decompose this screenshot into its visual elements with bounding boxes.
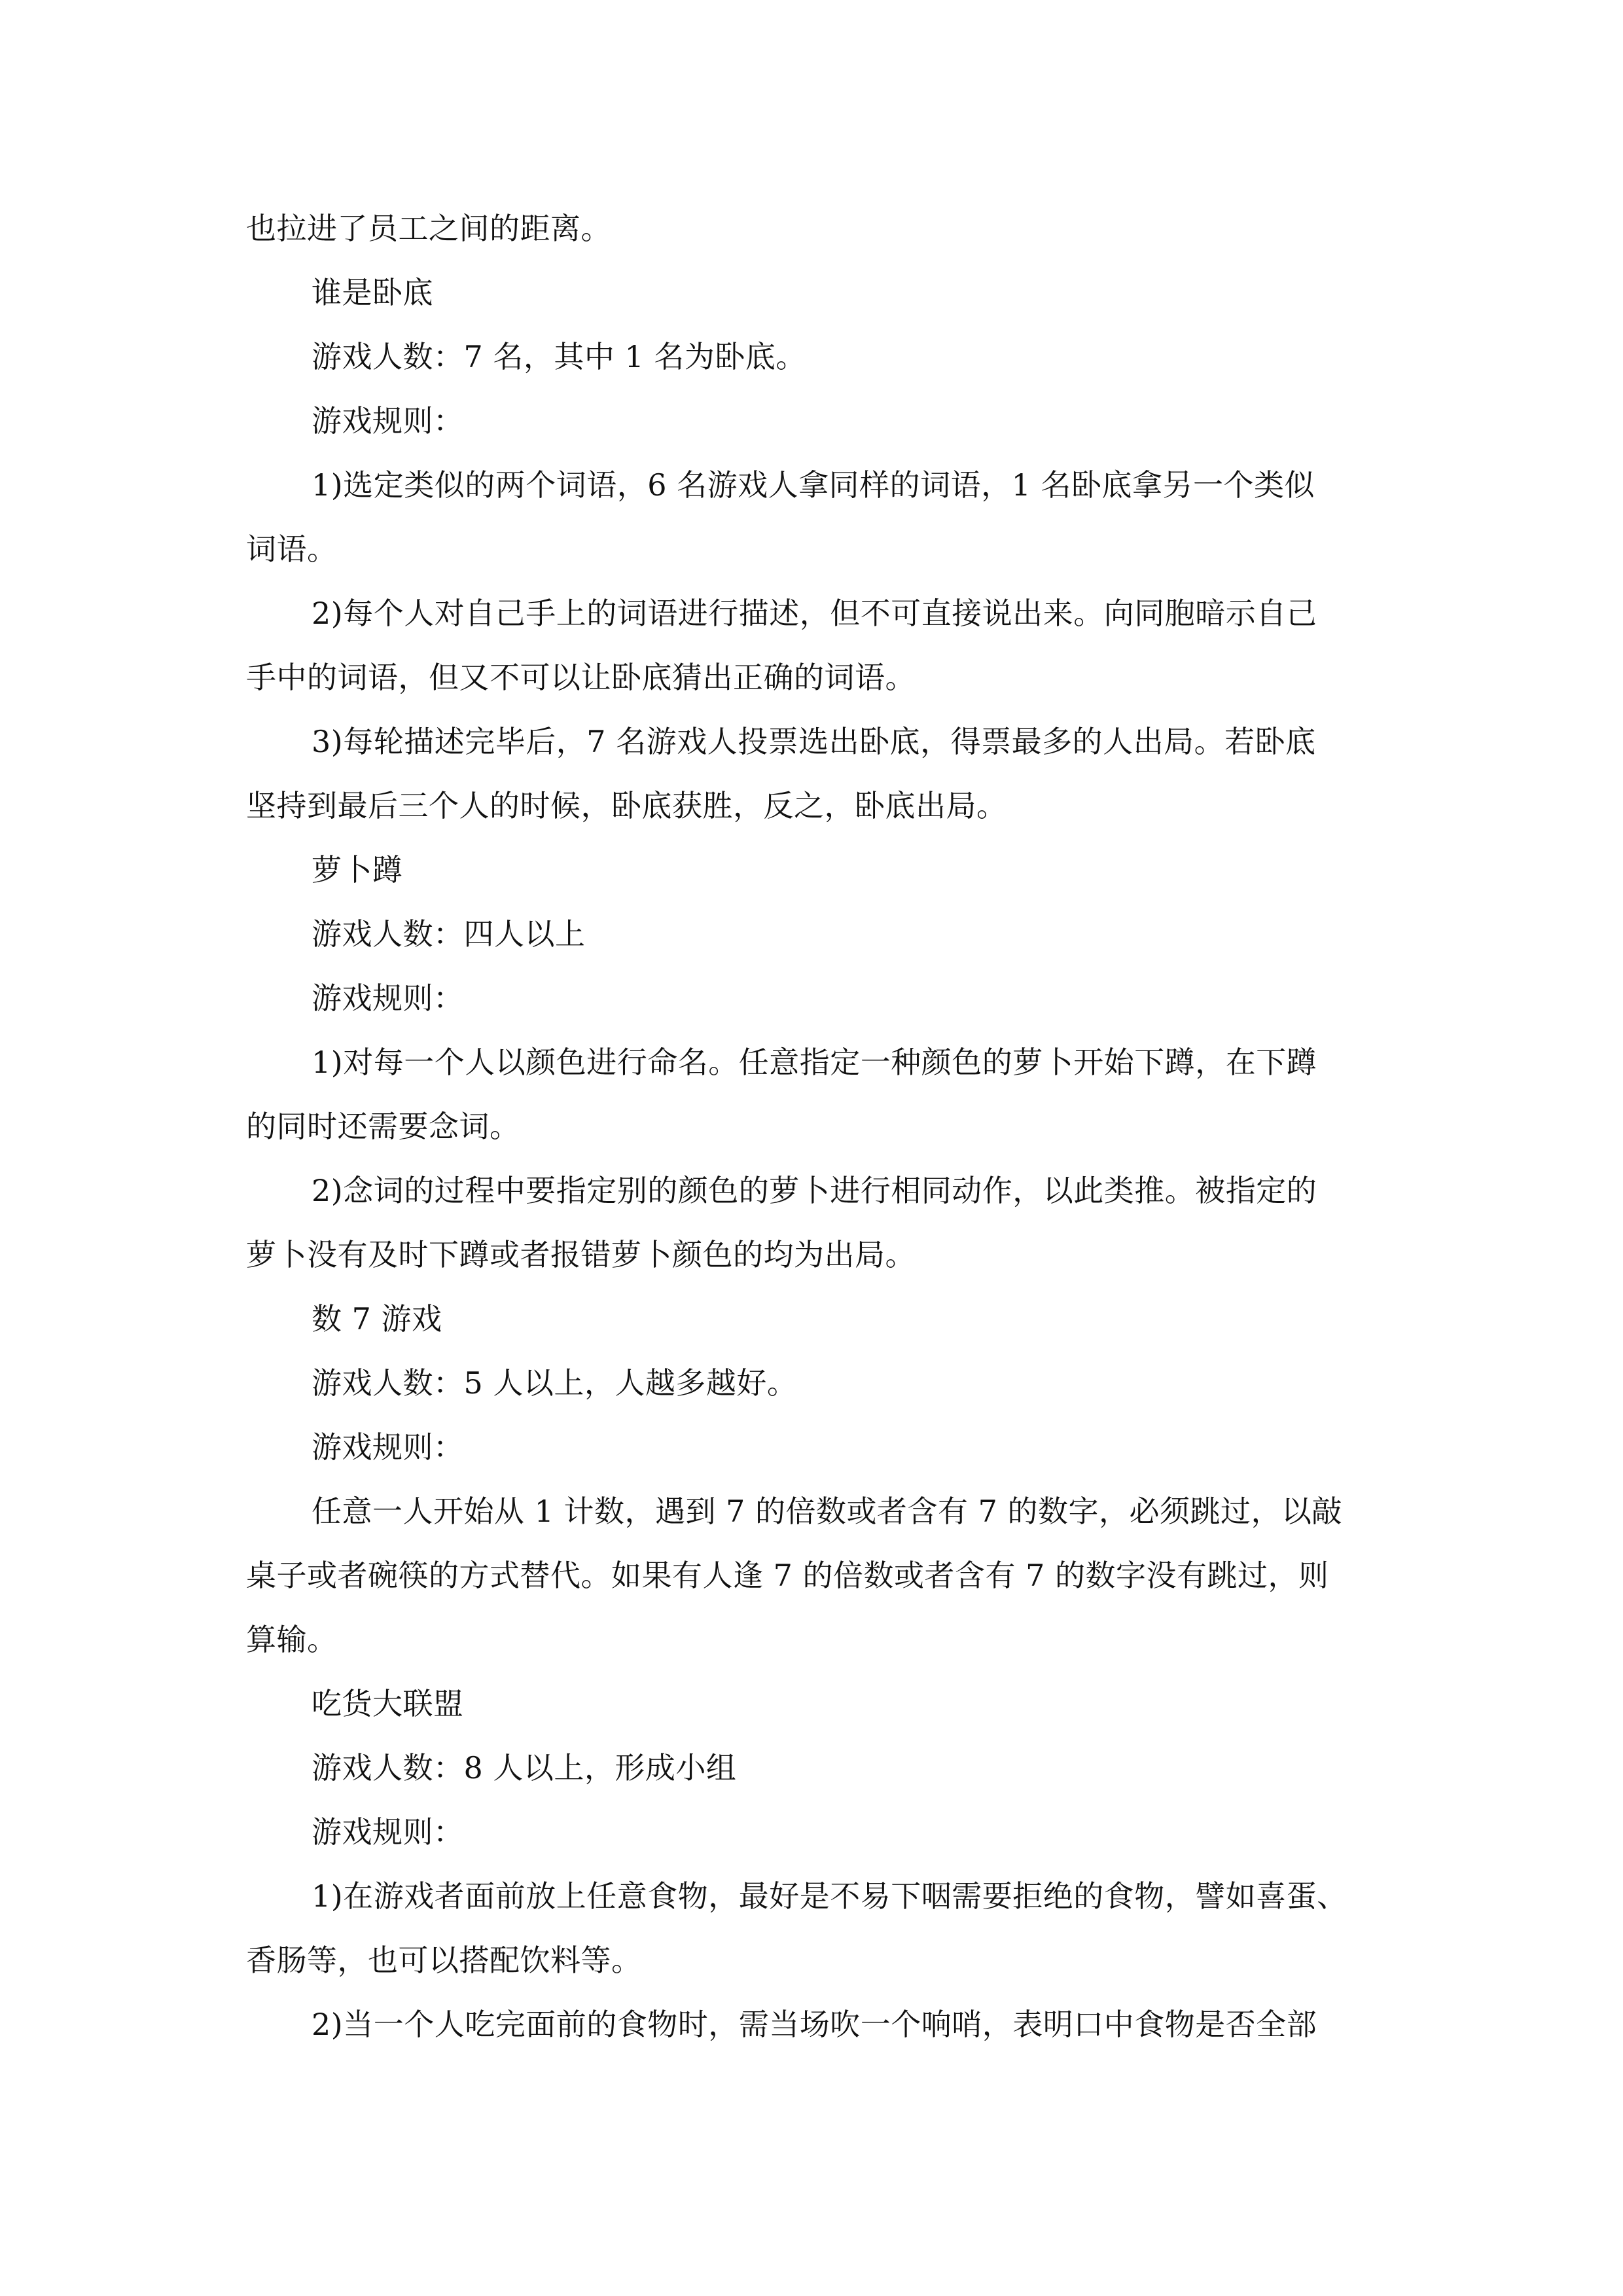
text-line: 的同时还需要念词。 (246, 1109, 520, 1144)
text-line: 游戏规则： (312, 1429, 464, 1465)
game-title: 数 7 游戏 (312, 1301, 442, 1336)
text-line: 算输。 (246, 1622, 338, 1657)
game-title: 谁是卧底 (312, 275, 433, 310)
text-line: 游戏人数：7 名，其中 1 名为卧底。 (312, 339, 806, 374)
text-line: 3)每轮描述完毕后，7 名游戏人投票选出卧底，得票最多的人出局。若卧底 (312, 724, 1316, 759)
text-line: 也拉进了员工之间的距离。 (246, 211, 611, 246)
text-line: 1)在游戏者面前放上任意食物，最好是不易下咽需要拒绝的食物，譬如喜蛋、 (312, 1878, 1347, 1914)
text-line: 游戏规则： (312, 1814, 464, 1850)
text-line: 香肠等，也可以搭配饮料等。 (246, 1943, 642, 1978)
text-line: 游戏人数：5 人以上，人越多越好。 (312, 1365, 798, 1401)
text-line: 1)选定类似的两个词语，6 名游戏人拿同样的词语，1 名卧底拿另一个类似 (312, 467, 1315, 503)
text-line: 手中的词语，但又不可以让卧底猜出正确的词语。 (246, 660, 916, 695)
text-line: 2)念词的过程中要指定别的颜色的萝卜进行相同动作，以此类推。被指定的 (312, 1173, 1317, 1208)
game-title: 萝卜蹲 (312, 852, 403, 888)
text-line: 1)对每一个人以颜色进行命名。任意指定一种颜色的萝卜开始下蹲，在下蹲 (312, 1045, 1317, 1080)
text-line: 坚持到最后三个人的时候，卧底获胜，反之，卧底出局。 (246, 788, 1007, 823)
text-line: 游戏规则： (312, 403, 464, 439)
text-line: 萝卜没有及时下蹲或者报错萝卜颜色的均为出局。 (246, 1237, 916, 1272)
game-title: 吃货大联盟 (312, 1686, 464, 1721)
text-line: 2)当一个人吃完面前的食物时，需当场吹一个响哨，表明口中食物是否全部 (312, 2007, 1317, 2042)
text-line: 任意一人开始从 1 计数，遇到 7 的倍数或者含有 7 的数字，必须跳过，以敲 (312, 1494, 1343, 1529)
text-line: 游戏人数：8 人以上，形成小组 (312, 1750, 737, 1785)
document-body (246, 196, 1378, 2056)
text-line: 游戏规则： (312, 980, 464, 1016)
text-line: 2)每个人对自己手上的词语进行描述，但不可直接说出来。向同胞暗示自己 (312, 596, 1317, 631)
text-line: 游戏人数：四人以上 (312, 916, 586, 952)
text-line: 桌子或者碗筷的方式替代。如果有人逢 7 的倍数或者含有 7 的数字没有跳过，则 (246, 1558, 1329, 1593)
text-line: 词语。 (246, 531, 338, 567)
